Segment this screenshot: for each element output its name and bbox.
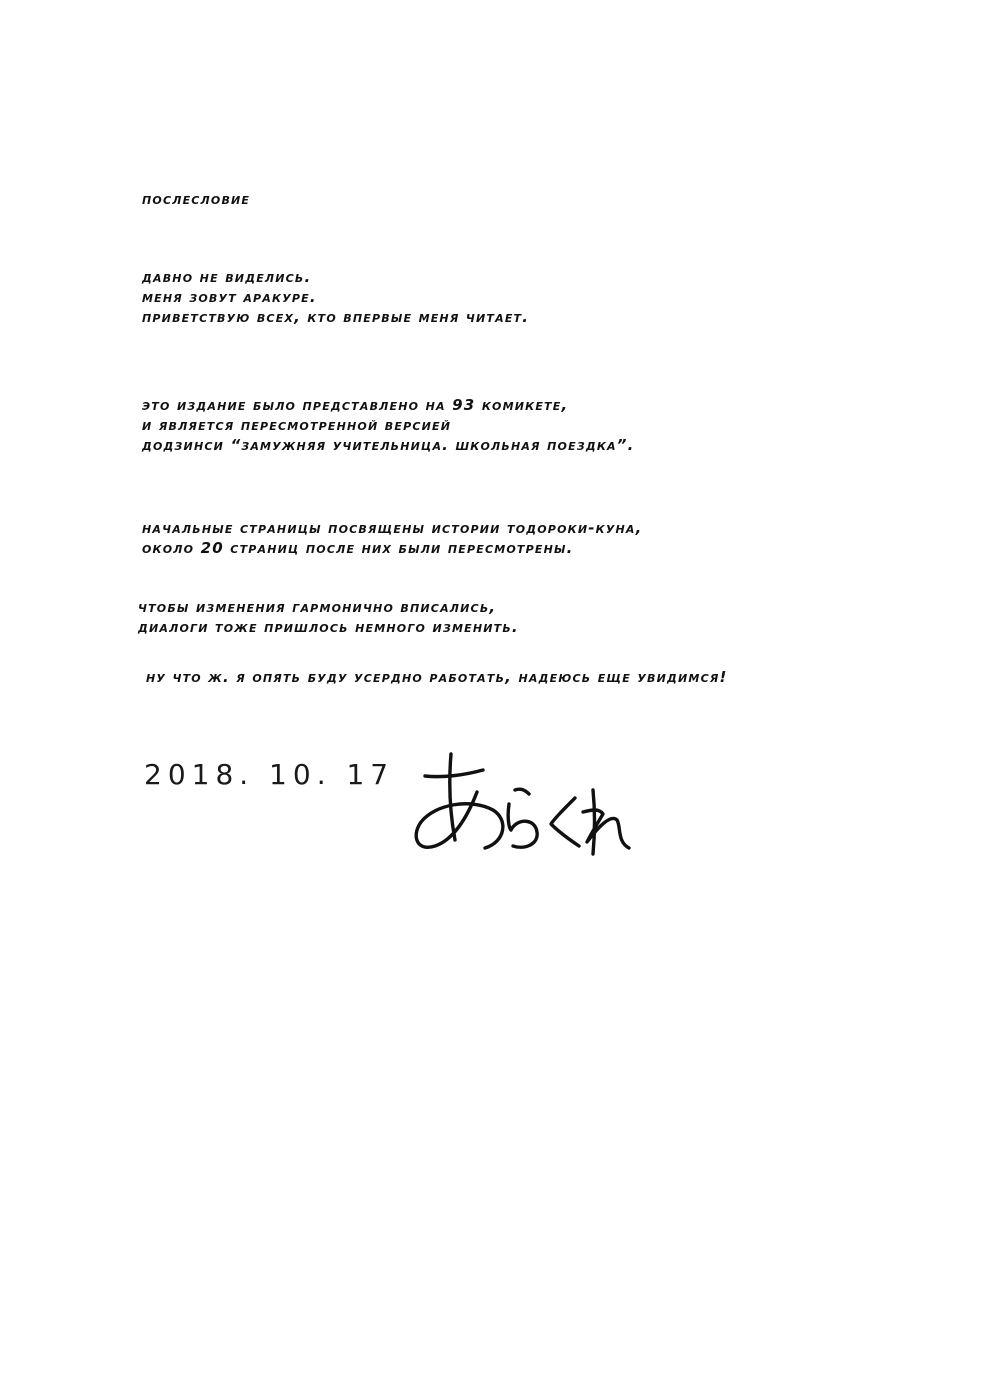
date-text: 2018. 10. 17	[144, 758, 395, 791]
paragraph-line: начальные страницы посвящены истории тодороки-куна,	[142, 519, 643, 537]
paragraph-line: около 20 страниц после них были пересмотрены.	[142, 539, 574, 557]
paragraph-line: додзинси “замужняя учительница. школьная поездка”.	[142, 436, 635, 454]
paragraph-line: приветствую всех, кто впервые меня читает.	[142, 308, 530, 326]
paragraph-line: диалоги тоже пришлось немного изменить.	[138, 618, 519, 636]
signature-image	[405, 748, 635, 860]
paragraph-line: и является пересмотренной версией	[142, 416, 452, 434]
paragraph-dialogue-changes	[138, 598, 519, 638]
paragraph-line: это издание было представлено на 93 комикете,	[142, 396, 569, 414]
paragraph-line: ну что ж. я опять буду усердно работать, надеюсь еще увидимся!	[146, 668, 728, 686]
paragraph-line: чтобы изменения гармонично вписались,	[138, 598, 497, 616]
paragraph-line: давно не виделись.	[142, 268, 312, 286]
page-title: послесловие	[142, 190, 251, 208]
paragraph-pages-info	[142, 519, 643, 559]
paragraph-closing	[146, 668, 728, 688]
paragraph-greeting	[142, 268, 529, 328]
paragraph-line: меня зовут аракуре.	[142, 288, 317, 306]
paragraph-edition-info	[142, 396, 635, 456]
